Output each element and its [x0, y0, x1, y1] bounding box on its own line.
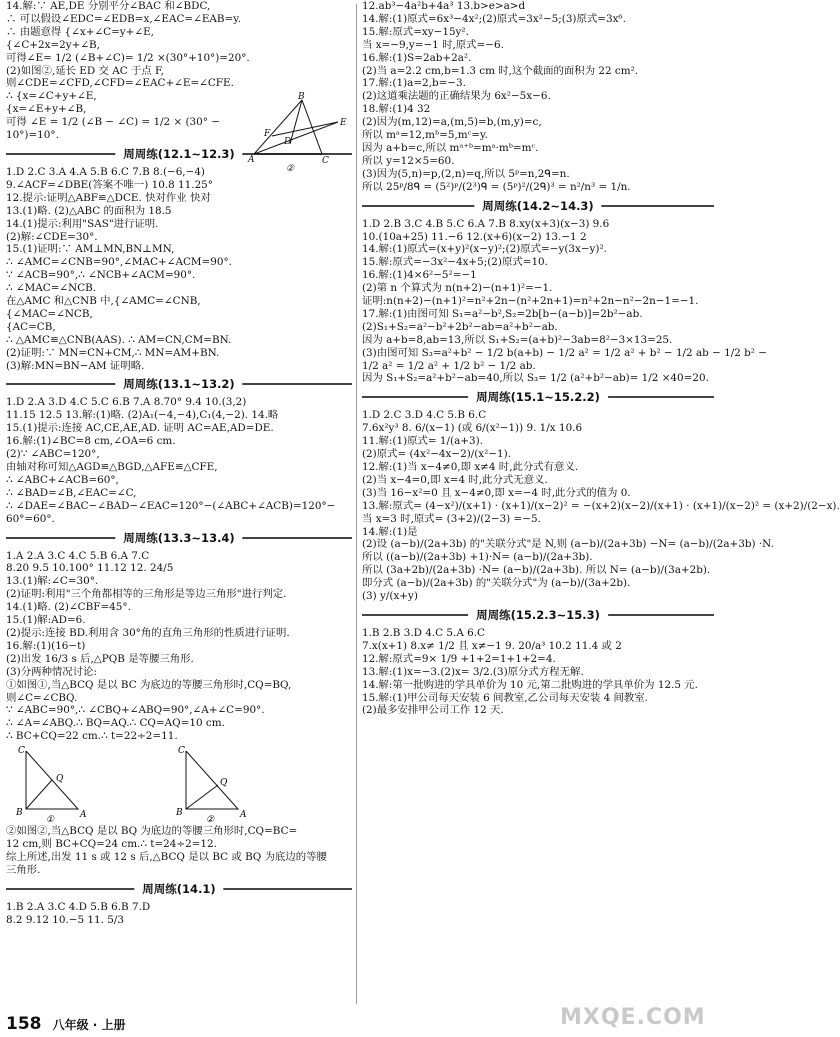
answer-line: 11.15 12.5 13.解:(1)略. (2)A₁(−4,−4),C₁(4,−2). 14.略 — [6, 409, 279, 422]
answer-line: 1.D 2.B 3.C 4.B 5.C 6.A 7.B 8.xy(x+3)(x−3) 9.6 — [362, 217, 610, 230]
answer-line: 1/2 a² = 1/2 a² + 1/2 b² − 1/2 ab. — [362, 359, 536, 372]
answer-line: 证明:n(n+2)−(n+1)²=n²+2n−(n²+2n+1)=n²+2n−n²−2n−1=−1. — [362, 295, 699, 308]
answer-line: ∵ ∠ACB=90°,∴ ∠NCB+∠ACM=90°. — [6, 269, 196, 282]
answer-line: (2)如图②,延长 ED 交 AC 于点 F, — [6, 64, 164, 77]
answer-line: 1.B 2.B 3.D 4.C 5.A 6.C — [362, 626, 486, 639]
answer-line: 1.A 2.A 3.C 4.C 5.B 6.A 7.C — [6, 549, 150, 562]
section-heading — [6, 375, 352, 393]
answer-line: ∴ ∠ABC+∠ACB=60°, — [6, 473, 119, 486]
answer-line: 9.∠ACF=∠DBE(答案不唯一) 10.8 11.25° — [6, 178, 213, 191]
answer-line: ∴ ∠A=∠ABQ.∴ BQ=AQ.∴ CQ=AQ=10 cm. — [6, 717, 225, 730]
answer-line: 17.解:(1)a=2,b=−3. — [362, 77, 466, 90]
answer-line: (3)因为(5,n)=p,(2,n)=q,所以 5ᵖ=n,2ᑫ=n. — [362, 167, 570, 180]
answer-line: ②如图②,当△BCQ 是以 BQ 为底边的等腰三角形时,CQ=BC= — [6, 825, 298, 838]
answer-line: 10.(10a+25) 11.−6 12.(x+6)(x−2) 13.−1 2 — [362, 230, 587, 243]
label-C: C — [322, 156, 329, 166]
label-A: A — [248, 155, 255, 165]
page-number: 158 — [6, 1014, 42, 1034]
answer-line: 则∠C=∠CBQ. — [6, 691, 78, 704]
answer-line: (2)最多安排甲公司工作 12 天. — [362, 704, 504, 717]
answer-line: (3)当 16−x²=0 且 x−4≠0,即 x=−4 时,此分式的值为 0. — [362, 486, 631, 499]
answer-line: ∴ BC+CQ=22 cm.∴ t=22÷2=11. — [6, 730, 178, 743]
answer-line: 因为 a+b=c,所以 mᵃ⁺ᵇ=mᵃ·mᵇ=mᶜ. — [362, 141, 539, 154]
answer-line: 17.解:(1)由图可知 S₁=a²−b²,S₂=2b[b−(a−b)]=2b²−ab. — [362, 307, 643, 320]
figure-label-Q: Q — [56, 774, 64, 785]
answer-line: {AC=CB, — [6, 320, 56, 333]
answer-line: 14.(1)提示:利用"SAS"进行证明. — [6, 217, 159, 230]
triangle-figure-2 — [250, 92, 350, 172]
answer-line: 15.解:原式=−3x²−4x+5;(2)原式=10. — [362, 256, 548, 269]
label-D: D — [284, 137, 292, 147]
answer-line: ∴ △AMC≌△CNB(AAS). ∴ AM=CN,CM=BN. — [6, 333, 232, 346]
answer-line: (2)因为(m,12)=a,(m,5)=b,(m,y)=c, — [362, 116, 542, 129]
answer-line: 8.2 9.12 10.−5 11. 5/3 — [6, 913, 124, 926]
label-E: E — [340, 118, 347, 128]
answer-line: 所以 ((a−b)/(2a+3b) +1)·N= (a−b)/(2a+3b). — [362, 551, 593, 564]
figure-label-B: B — [16, 808, 23, 819]
answer-line: 12 cm,则 BC+CQ=24 cm.∴ t=24÷2=12. — [6, 838, 217, 851]
heading-title: 周周练(12.1~12.3) — [115, 145, 242, 163]
figure-label-C: C — [18, 746, 25, 757]
answer-line: 15.(1)解:AD=6. — [6, 614, 86, 627]
answer-line: (2)证明:利用"三个角都相等的三角形是等边三角形"进行判定. — [6, 588, 287, 601]
answer-line: 14.解:(1)原式=6x³−4x²;(2)原式=3x²−5;(3)原式=3x⁶. — [362, 12, 626, 25]
answer-line: ∴ 由题意得 {∠x+∠C=y+∠E, — [6, 25, 154, 38]
answer-line: ∵ ∠ABC=90°,∴ ∠CBQ+∠ABQ=90°,∠A+∠C=90°. — [6, 704, 265, 717]
answer-line: 三角形. — [6, 863, 41, 876]
answer-line: 12.ab³−4a²b+4a³ 13.b>e>a>d — [362, 0, 526, 12]
answer-line: 15.解:原式=xy−15y². — [362, 25, 469, 38]
answer-line: 则∠CDE=∠CFD,∠CFD=∠EAC+∠E=∠CFE. — [6, 77, 234, 90]
heading-title: 周周练(15.2.3~15.3) — [468, 606, 608, 624]
answer-line: 14.解:∵ AE,DE 分别平分∠BAC 和∠BDC, — [6, 0, 211, 12]
answer-line: 因为 S₁+S₂=a²+b²−ab=40,所以 S₃= 1/2 (a²+b²−ab)= 1/2 ×40=20. — [362, 372, 709, 385]
answer-line: 16.解:(1)4×6²−5²=−1 — [362, 269, 477, 282]
answer-line: 当 x=3 时,原式= (3+2)/(2−3) =−5. — [362, 512, 541, 525]
answer-line: 1.B 2.A 3.C 4.D 5.B 6.B 7.D — [6, 900, 151, 913]
answer-line: 15.(1)证明:∵ AM⊥MN,BN⊥MN, — [6, 243, 175, 256]
label-B: B — [298, 92, 305, 102]
answer-line: {∠MAC=∠NCB, — [6, 307, 93, 320]
answer-line: 1.D 2.C 3.D 4.C 5.B 6.C — [362, 409, 487, 422]
answer-line: (2)设 (a−b)/(2a+3b) 的"关联分式"是 N,则 (a−b)/(2a+3b) −N= (a−b)/(2a+3b) ·N. — [362, 538, 774, 551]
answer-line: (3)解:MN=BN−AM 证明略. — [6, 359, 145, 372]
answer-line: 15.(1)提示:连接 AC,CE,AE,AD. 证明 AC=AE,AD=DE. — [6, 422, 274, 435]
figure-label-Q: Q — [220, 778, 228, 789]
answer-line: (3) y/(x+y) — [362, 590, 418, 603]
answer-line: 14.解:(1)原式=(x+y)²(x−y)²;(2)原式=−y(3x−y)². — [362, 243, 607, 256]
answer-line: {x=∠E+y+∠B, — [6, 103, 87, 116]
answer-line: 11.解:(1)原式= 1/(a+3). — [362, 435, 483, 448]
section-heading — [362, 197, 714, 215]
answer-line: 14.解:(1)是 — [362, 525, 418, 538]
section-heading — [362, 606, 714, 624]
answer-line: 因为 a+b=8,ab=13,所以 S₁+S₂=(a+b)²−3ab=8²−3×13=25. — [362, 333, 673, 346]
answer-line: (3)由图可知 S₃=a²+b² − 1/2 b(a+b) − 1/2 a² = 1/2 a² + b² − 1/2 ab − 1/2 b² − — [362, 346, 767, 359]
figure-label-A: A — [80, 810, 87, 821]
answer-line: 13.(1)解:∠C=30°. — [6, 575, 99, 588]
section-heading — [6, 880, 352, 898]
answer-line: 综上所述,出发 11 s 或 12 s 后,△BCQ 是以 BC 或 BQ 为底边的等腰 — [6, 850, 327, 863]
answer-line: (2)原式= (4x²−4x−2)/(x²−1). — [362, 448, 511, 461]
page-footer — [6, 1014, 126, 1034]
heading-title: 周周练(14.1) — [134, 880, 223, 898]
heading-title: 周周练(15.1~15.2.2) — [468, 388, 608, 406]
answer-line: 所以 25ᵖ/8ᑫ = (5²)ᵖ/(2³)ᑫ = (5ᵖ)²/(2ᑫ)³ = n²/n³ = 1/n. — [362, 180, 631, 193]
heading-title: 周周练(13.3~13.4) — [115, 529, 242, 547]
answer-line: (2)这道乘法题的正确结果为 6x²−5x−6. — [362, 90, 551, 103]
answer-line: ∴ ∠MAC=∠NCB. — [6, 282, 97, 295]
book-label: 八年级 · 上册 — [52, 1018, 126, 1032]
answer-line: 7.6x²y³ 8. 6/(x−1) (或 6/(x²−1)) 9. 1/x 10.6 — [362, 422, 583, 435]
answer-line: ∴ {x=∠C+y+∠E, — [6, 90, 97, 103]
answer-line: ∴ 可以假设∠EDC=∠EDB=x,∠EAC=∠EAB=y. — [6, 12, 242, 25]
watermark: MXQE.COM — [560, 1005, 706, 1030]
heading-title: 周周练(14.2~14.3) — [474, 197, 601, 215]
answer-line: 13.(1)略. (2)△ABC 的面积为 18.5 — [6, 204, 172, 217]
figure-caption: ② — [286, 164, 295, 174]
answer-line: 13.解:(1)x=−3.(2)x= 3/2.(3)原分式方程无解. — [362, 665, 584, 678]
answer-line: 所以 y=12×5=60. — [362, 154, 455, 167]
answer-line: (2)提示:连接 BD.利用含 30°角的直角三角形的性质进行证明. — [6, 626, 290, 639]
answer-line: (2)证明:∵ MN=CN+CM,∴ MN=AM+BN. — [6, 346, 220, 359]
answer-line: 60°=60°. — [6, 512, 55, 525]
answer-line: 12.解:(1)当 x−4≠0,即 x≠4 时,此分式有意义. — [362, 461, 579, 473]
answer-line: 13.解:原式= (4−x²)/(x+1) · (x+1)/(x−2)² = −(x+2)(x−2)/(x+1) · (x+1)/(x−2)² = (x+2)/(2−x). — [362, 499, 840, 512]
answer-line: (2)当 a=2.2 cm,b=1.3 cm 时,这个截面的面积为 22 cm². — [362, 64, 639, 77]
answer-line: 12.解:原式=9× 1/9 +1+2=1+1+2=4. — [362, 652, 556, 665]
figure-label-A: A — [240, 810, 247, 821]
right-triangle-figures — [6, 745, 352, 826]
answer-line: ∴ ∠BAD=∠B,∠EAC=∠C, — [6, 486, 137, 499]
column-divider — [356, 4, 357, 1004]
right-column — [362, 0, 840, 717]
figure-label-cap1: ① — [46, 815, 55, 826]
answer-line: 即分式 (a−b)/(2a+3b) 的"关联分式"为 (a−b)/(3a+2b). — [362, 577, 631, 590]
answer-line: (3)分两种情况讨论: — [6, 665, 97, 678]
answer-line: ∴ ∠DAE=∠BAC−∠BAD−∠EAC=120°−(∠ABC+∠ACB)=120°− — [6, 499, 336, 512]
answer-line: 18.解:(1)4 32 — [362, 103, 431, 116]
answer-line: 7.x(x+1) 8.x≠ 1/2 且 x≠−1 9. 20/a³ 10.2 11.4 或 2 — [362, 639, 622, 652]
answer-line: (2)第 n 个算式为 n(n+2)−(n+1)²=−1. — [362, 282, 553, 295]
answer-line: 8.20 9.5 10.100° 11.12 12. 24/5 — [6, 562, 174, 575]
answer-line: 12.提示:证明△ABF≌△DCE. 快对作业 快对 — [6, 191, 211, 204]
answer-line: 14.(1)略. (2)∠CBF=45°. — [6, 601, 131, 614]
answer-line: {∠C+2x=2y+∠B, — [6, 38, 100, 51]
answer-line: 1.D 2.A 3.D 4.C 5.C 6.B 7.A 8.70° 9.4 10.(3,2) — [6, 396, 247, 409]
section-heading — [6, 529, 352, 547]
answer-line: 当 x=−9,y=−1 时,原式=−6. — [362, 38, 504, 51]
answer-line: 10°)=10°. — [6, 129, 59, 142]
answer-line: 可得 ∠E = 1/2 (∠B − ∠C) = 1/2 × (30° − — [6, 116, 220, 129]
answer-line: 14.解:第一批购进的学具单价为 10 元,第二批购进的学具单价为 12.5 元. — [362, 678, 698, 691]
figure-label-C: C — [178, 746, 185, 757]
answer-line: 1.D 2.C 3.A 4.A 5.B 6.C 7.B 8.(−6,−4) — [6, 165, 205, 178]
figure-label-B: B — [176, 808, 183, 819]
answer-line: 所以 mᵃ=12,mᵇ=5,mᶜ=y. — [362, 129, 488, 142]
answer-line: (2)∵ ∠ABC=120°, — [6, 448, 100, 461]
label-F: F — [264, 129, 271, 139]
answer-line: 在△AMC 和△CNB 中,{∠AMC=∠CNB, — [6, 295, 201, 308]
answer-line: 可得∠E= 1/2 (∠B+∠C)= 1/2 ×(30°+10°)=20°. — [6, 51, 250, 64]
heading-title: 周周练(13.1~13.2) — [115, 375, 242, 393]
answer-line: ∴ ∠AMC=∠CNB=90°,∠MAC+∠ACM=90°. — [6, 256, 232, 269]
answer-line: (2)S₁+S₂=a²−b²+2b²−ab=a²+b²−ab. — [362, 320, 558, 333]
answer-line: (2)解:∠CDE=30°. — [6, 230, 98, 243]
figure-label-cap2: ② — [206, 815, 215, 826]
answer-line: 15.解:(1)甲公司每天安装 6 间教室,乙公司每天安装 4 间教室. — [362, 691, 648, 704]
answer-line: 所以 (3a+2b)/(2a+3b) ·N= (a−b)/(2a+3b). 所以 N= (a−b)/(3a+2b). — [362, 564, 711, 577]
answer-line: 由轴对称可知△AGD≌△BGD,△AFE≌△CFE, — [6, 461, 218, 473]
answer-line: (2)出发 16/3 s 后,△PQB 是等腰三角形. — [6, 652, 194, 665]
answer-line: 16.解:(1)(16−t) — [6, 639, 86, 652]
answer-line: 16.解:(1)S=2ab+2a². — [362, 51, 472, 64]
answer-line: 16.解:(1)∠BC=8 cm,∠OA=6 cm. — [6, 435, 176, 448]
answer-line: (2)当 x−4=0,即 x=4 时,此分式无意义. — [362, 473, 548, 486]
section-heading — [362, 388, 714, 406]
answer-line: ①如图①,当△BCQ 是以 BC 为底边的等腰三角形时,CQ=BQ, — [6, 678, 292, 691]
